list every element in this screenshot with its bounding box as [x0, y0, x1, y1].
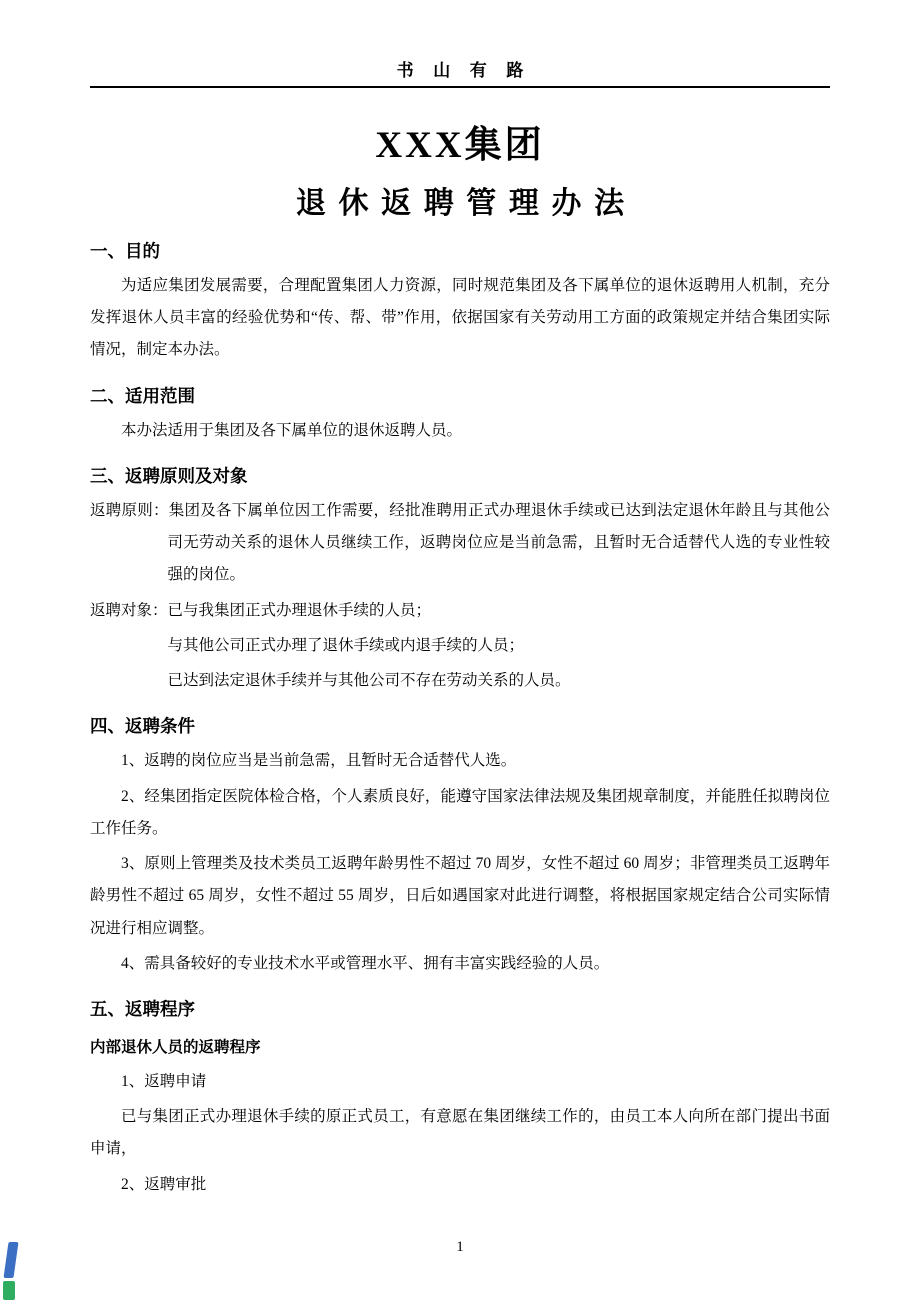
condition-item-3: 3、原则上管理类及技术类员工返聘年龄男性不超过 70 周岁，女性不超过 60 周岁；非管理类员工返聘年龄男性不超过 65 周岁，女性不超过 55 周岁，日后如遇国家对此进行调整，将根据国家规定结合公司实际情况进行相应调整。 — [90, 855, 830, 937]
condition-item-4: 4、需具备较好的专业技术水平或管理水平、拥有丰富实践经验的人员。 — [121, 954, 610, 972]
document-title: XXX集团 — [375, 125, 545, 166]
target-item-2: 与其他公司正式办理了退休手续或内退手续的人员； — [167, 636, 525, 654]
target-item-1: 已与我集团正式办理退休手续的人员； — [167, 601, 432, 619]
condition-item-1: 1、返聘的岗位应当是当前急需，且暂时无合适替代人选。 — [121, 752, 517, 770]
document-subtitle: 退休返聘管理办法 — [295, 186, 637, 221]
target-label: 返聘对象： — [90, 601, 168, 619]
corner-watermark — [1, 1242, 19, 1300]
watermark-blue-shape — [3, 1242, 18, 1278]
target-paragraph — [90, 595, 830, 627]
condition-item-2: 2、经集团指定医院体检合格，个人素质良好，能遵守国家法律法规及集团规章制度，并能胜任拟聘岗位工作任务。 — [90, 787, 830, 837]
watermark-green-shape — [3, 1281, 15, 1300]
page-header — [90, 0, 830, 88]
header-text: 书山有路 — [396, 61, 543, 81]
section-5-heading: 五、返聘程序 — [90, 999, 195, 1020]
page-number: 1 — [456, 1239, 464, 1255]
section-2-paragraph: 本办法适用于集团及各下属单位的退休返聘人员。 — [121, 421, 463, 439]
target-item-3: 已达到法定退休手续并与其他公司不存在劳动关系的人员。 — [167, 672, 571, 690]
section-5-subheading: 内部退休人员的返聘程序 — [90, 1037, 261, 1056]
section-2-heading: 二、适用范围 — [90, 386, 195, 407]
principle-label: 返聘原则： — [90, 501, 169, 519]
section-1-paragraph: 为适应集团发展需要，合理配置集团人力资源，同时规范集团及各下属单位的退休返聘用人机制，充分发挥退休人员丰富的经验优势和“传、帮、带”作用，依据国家有关劳动用工方面的政策规定并结合集团实际情况，制定本办法。 — [90, 277, 830, 359]
procedure-paragraph: 已与集团正式办理退休手续的原正式员工，有意愿在集团继续工作的，由员工本人向所在部门提出书面申请， — [90, 1108, 830, 1158]
section-1-heading: 一、目的 — [90, 242, 160, 262]
procedure-item-2: 2、返聘审批 — [121, 1175, 207, 1193]
header-rule — [90, 86, 830, 88]
principle-text: 集团及各下属单位因工作需要，经批准聘用正式办理退休手续或已达到法定退休年龄且与其他公司无劳动关系的退休人员继续工作，返聘岗位应是当前急需，且暂时无合适替代人选的专业性较强的岗位。 — [167, 501, 830, 584]
section-3-heading: 三、返聘原则及对象 — [90, 466, 248, 487]
procedure-item-1: 1、返聘申请 — [121, 1072, 207, 1090]
principle-paragraph — [90, 495, 830, 592]
section-4-heading: 四、返聘条件 — [90, 717, 195, 738]
